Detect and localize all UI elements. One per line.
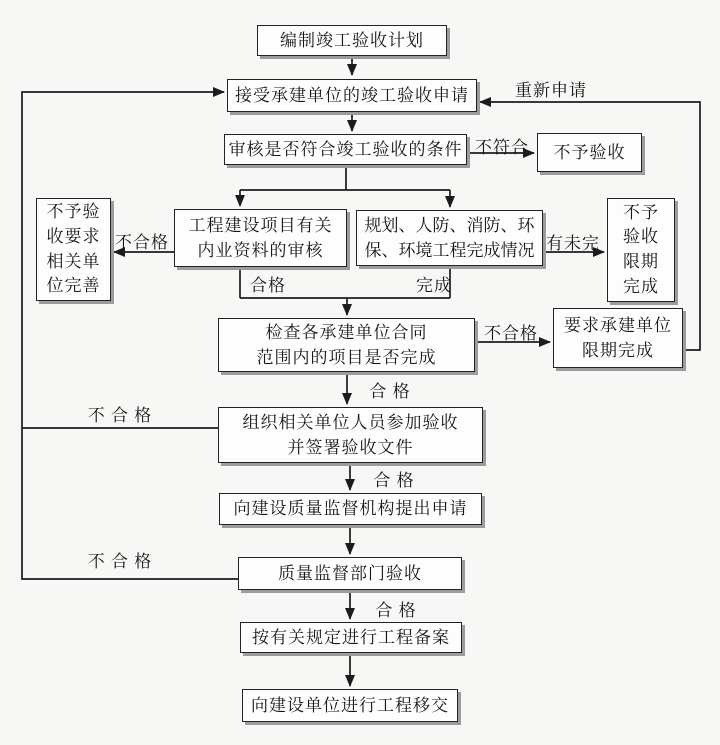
label-unqualified-right: 不合格 xyxy=(484,324,538,343)
node-apply-supervision xyxy=(219,493,482,525)
node-text: 工程建设项目有关 xyxy=(188,215,333,235)
node-text: 按有关规定进行工程备案 xyxy=(252,627,450,647)
node-check-contract xyxy=(218,318,475,372)
node-text: 组织相关单位人员参加验收 xyxy=(242,412,459,432)
node-accept-application xyxy=(227,79,477,112)
node-text: 编制竣工验收计划 xyxy=(280,30,424,50)
node-text: 质量监督部门验收 xyxy=(278,563,422,583)
node-text: 位完善 xyxy=(46,276,101,296)
label-unqualified-top: 不合格 xyxy=(115,233,169,252)
node-text: 不予验 xyxy=(46,202,101,222)
node-require-deadline xyxy=(553,308,683,368)
node-text: 收要求 xyxy=(46,226,101,246)
node-text: 并签署验收文件 xyxy=(287,438,414,457)
node-text: 内业资料的审核 xyxy=(197,241,324,260)
label-incomplete: 有未完 xyxy=(546,234,600,253)
node-no-acceptance xyxy=(537,133,642,172)
node-prepare-plan xyxy=(257,25,447,56)
node-planning-status xyxy=(356,210,543,266)
label-unqualified-sp-2: 不 合 格 xyxy=(87,552,153,571)
node-text: 限期 xyxy=(623,252,659,271)
node-text: 审核是否符合竣工验收的条件 xyxy=(228,139,463,159)
node-project-filing xyxy=(240,622,462,653)
node-text: 向建设质量监督机构提出申请 xyxy=(233,499,468,519)
node-text: 保、环境工程完成情况 xyxy=(364,241,535,260)
node-text: 接受承建单位的竣工验收申请 xyxy=(235,85,469,105)
node-organize-acceptance xyxy=(218,407,483,463)
node-text: 完成 xyxy=(623,276,659,296)
node-supervision-accept xyxy=(238,557,462,590)
label-unqualified-sp-1: 不 合 格 xyxy=(87,406,153,425)
node-text: 范围内的项目是否完成 xyxy=(256,348,437,367)
node-text: 验收 xyxy=(623,227,659,247)
edge-left-feedback-loop xyxy=(22,92,238,579)
node-review-conditions xyxy=(224,134,467,165)
edge-split-trunk xyxy=(240,165,450,190)
node-no-accept-improve xyxy=(36,198,111,301)
node-text: 规划、人防、消防、环 xyxy=(364,215,535,235)
node-project-handover xyxy=(242,689,458,722)
node-text: 不予验收 xyxy=(553,142,626,162)
label-qualified: 合格 xyxy=(250,276,286,295)
label-qualified-sp-2: 合 格 xyxy=(373,471,415,490)
node-text: 检查各承建单位合同 xyxy=(265,322,428,342)
node-text: 不予 xyxy=(623,202,659,222)
label-not-conform: 不符合 xyxy=(475,138,529,157)
label-complete: 完成 xyxy=(416,276,452,295)
node-text: 限期完成 xyxy=(582,341,654,360)
node-text: 相关单 xyxy=(46,251,101,271)
label-reapply: 重新申请 xyxy=(515,81,587,100)
label-qualified-sp-1: 合 格 xyxy=(369,382,411,401)
node-text: 要求承建单位 xyxy=(564,315,672,335)
node-text: 向建设单位进行工程移交 xyxy=(251,695,449,715)
node-no-accept-deadline xyxy=(607,198,675,302)
label-qualified-sp-3: 合 格 xyxy=(375,601,417,620)
node-doc-review xyxy=(174,209,347,267)
